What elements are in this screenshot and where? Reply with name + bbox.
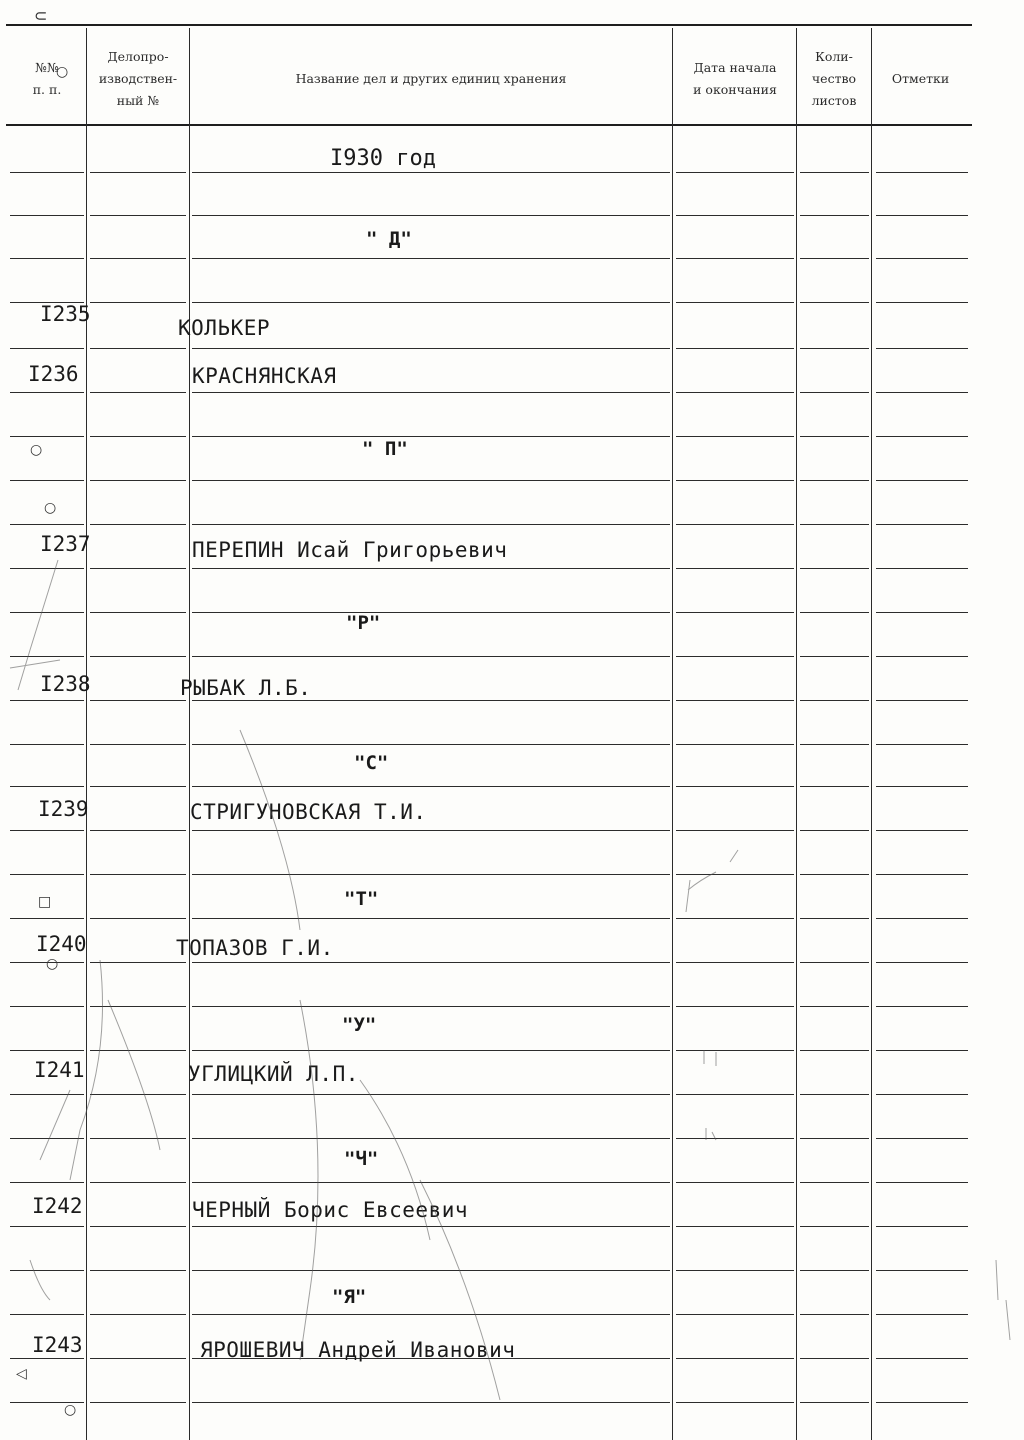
section-letter: "Я" bbox=[332, 1286, 367, 1308]
header-dates: Дата начала и окончания bbox=[693, 60, 777, 97]
entry-name: РЫБАК Л.Б. bbox=[180, 676, 312, 700]
entry-name: СТРИГУНОВСКАЯ Т.И. bbox=[190, 800, 427, 824]
punch-hole-mark: ◁ bbox=[16, 1366, 27, 1382]
punch-hole-mark: ⊂ bbox=[34, 6, 48, 25]
entry-number: I240 bbox=[36, 932, 87, 956]
entry-number: I237 bbox=[40, 532, 91, 556]
header-sheet-count: Коли- чество листов bbox=[811, 49, 857, 108]
header-notes: Отметки bbox=[891, 71, 950, 86]
entry-number: I236 bbox=[28, 362, 79, 386]
section-letter: "Т" bbox=[344, 888, 379, 910]
punch-hole-mark: ○ bbox=[56, 64, 69, 80]
section-letter: " Д" bbox=[366, 228, 412, 250]
punch-hole-mark: ○ bbox=[44, 500, 57, 516]
entry-number: I239 bbox=[38, 797, 89, 821]
section-letter: "У" bbox=[342, 1014, 377, 1036]
section-letter: "Ч" bbox=[344, 1148, 379, 1170]
punch-hole-mark: ○ bbox=[30, 442, 43, 458]
punch-hole-mark: ○ bbox=[64, 1402, 77, 1418]
entry-number: I241 bbox=[34, 1058, 85, 1082]
entry-number: I242 bbox=[32, 1194, 83, 1218]
entry-name: КРАСНЯНСКАЯ bbox=[192, 364, 337, 388]
section-letter: "С" bbox=[354, 752, 389, 774]
header-office-number: Делопро- изводствен- ный № bbox=[98, 49, 178, 108]
entry-number: I235 bbox=[40, 302, 91, 326]
section-letter: "Р" bbox=[346, 612, 381, 634]
header-title: Название дел и других единиц хранения bbox=[295, 71, 567, 86]
punch-hole-mark: ○ bbox=[46, 956, 59, 972]
entry-number: I238 bbox=[40, 672, 91, 696]
entry-number: I243 bbox=[32, 1333, 83, 1357]
entry-name: УГЛИЦКИЙ Л.П. bbox=[188, 1062, 359, 1086]
entry-name: ПЕРЕПИН Исай Григорьевич bbox=[192, 538, 508, 562]
header-number: №№ п. п. bbox=[32, 60, 62, 97]
punch-hole-mark: □ bbox=[38, 894, 52, 910]
entry-name: ЧЕРНЫЙ Борис Евсеевич bbox=[192, 1198, 469, 1222]
entry-name: ТОПАЗОВ Г.И. bbox=[176, 936, 334, 960]
entry-name: КОЛЬКЕР bbox=[178, 316, 271, 340]
year-heading: I930 год bbox=[330, 146, 436, 171]
entry-name: ЯРОШЕВИЧ Андрей Иванович bbox=[200, 1338, 516, 1362]
section-letter: " П" bbox=[362, 438, 408, 460]
